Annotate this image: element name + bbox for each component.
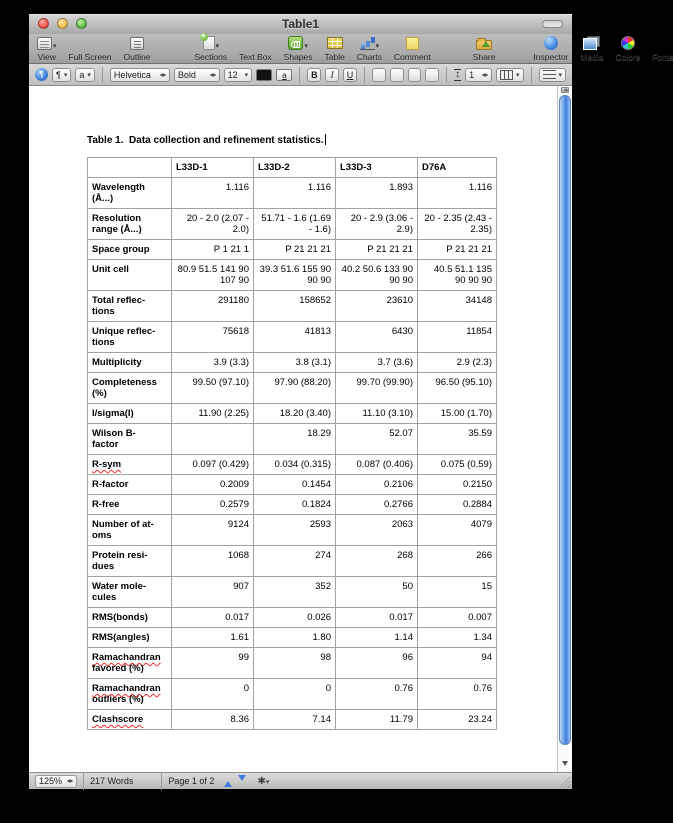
value-cell[interactable]: 0.76 bbox=[418, 679, 497, 710]
value-cell[interactable]: 99 bbox=[172, 648, 254, 679]
minimize-icon[interactable] bbox=[57, 18, 68, 29]
resize-grip[interactable] bbox=[559, 776, 571, 788]
row-label-line: Space group bbox=[92, 244, 150, 255]
table-row bbox=[88, 608, 497, 628]
value-cell[interactable]: 99.70 (99.90) bbox=[336, 373, 418, 404]
toolbar-item-label: Comment bbox=[393, 52, 431, 62]
document-page[interactable] bbox=[29, 86, 557, 772]
value-cell[interactable]: 23610 bbox=[336, 291, 418, 322]
value-cell[interactable]: 39.3 51.6 155 90 90 90 bbox=[254, 260, 336, 291]
paragraph-style-dropdown[interactable] bbox=[52, 68, 71, 82]
divider bbox=[299, 67, 300, 83]
value-cell[interactable]: 3.8 (3.1) bbox=[254, 353, 336, 373]
row-label-line: Multiplicity bbox=[92, 357, 142, 368]
row-label-line: Ramachandran bbox=[92, 683, 161, 694]
toolbar-item-shapes[interactable] bbox=[284, 35, 313, 62]
value-cell[interactable]: 1.61 bbox=[172, 628, 254, 648]
table-icon bbox=[327, 37, 343, 49]
table-caption-text: Table 1. Data collection and refinement statistics. bbox=[87, 135, 324, 146]
table-row bbox=[88, 291, 497, 322]
row-label-line: Clashscore bbox=[92, 714, 144, 725]
toolbar-item-table[interactable] bbox=[325, 35, 345, 62]
toolbar-item-outline[interactable] bbox=[124, 35, 151, 62]
value-cell[interactable]: 0.1824 bbox=[254, 495, 336, 515]
outline-icon bbox=[130, 37, 144, 50]
value-cell[interactable]: 2593 bbox=[254, 515, 336, 546]
row-label-line: Ramachandran bbox=[92, 652, 161, 663]
value-cell[interactable]: 96.50 (95.10) bbox=[418, 373, 497, 404]
column-header[interactable]: L33D-2 bbox=[254, 158, 336, 178]
toolbar-item-view[interactable] bbox=[37, 35, 57, 62]
row-label-line: (%) bbox=[92, 388, 107, 399]
row-label-cell[interactable] bbox=[88, 404, 172, 424]
align-left-button[interactable] bbox=[372, 68, 386, 82]
zoom-level-stepper[interactable] bbox=[35, 775, 77, 788]
value-cell[interactable]: 0.76 bbox=[336, 679, 418, 710]
toolbar-item-label: Inspector bbox=[533, 52, 569, 62]
value-cell[interactable]: 0.017 bbox=[336, 608, 418, 628]
toolbar-item-label: Share bbox=[472, 52, 496, 62]
row-label-cell[interactable] bbox=[88, 424, 172, 455]
value-cell[interactable]: 7.14 bbox=[254, 710, 336, 730]
row-label-cell[interactable] bbox=[88, 178, 172, 209]
typeface-value: Bold bbox=[177, 69, 196, 80]
row-label-line: Water mole- bbox=[92, 581, 147, 592]
bold-button[interactable]: B bbox=[307, 68, 321, 82]
table-row bbox=[88, 546, 497, 577]
toolbar-item-inspector[interactable] bbox=[533, 35, 568, 62]
value-cell[interactable]: 96 bbox=[336, 648, 418, 679]
value-cell[interactable]: 0 bbox=[254, 679, 336, 710]
zoom-level-value: 125% bbox=[39, 776, 63, 786]
row-label-line: cules bbox=[92, 592, 117, 603]
gear-icon[interactable]: ✱▾ bbox=[257, 775, 270, 787]
value-cell[interactable]: 99.50 (97.10) bbox=[172, 373, 254, 404]
row-label-line: tions bbox=[92, 337, 115, 348]
stepper-icon bbox=[481, 70, 488, 80]
toolbar-item-label: Text Box bbox=[239, 52, 272, 62]
chevron-down-icon: ▾ bbox=[244, 71, 249, 79]
table-row bbox=[88, 515, 497, 546]
value-cell[interactable]: 3.9 (3.3) bbox=[172, 353, 254, 373]
value-cell[interactable]: 266 bbox=[418, 546, 497, 577]
toolbar-item-media[interactable] bbox=[580, 35, 603, 62]
character-style-dropdown[interactable] bbox=[75, 68, 95, 82]
row-label-cell[interactable] bbox=[88, 353, 172, 373]
value-cell[interactable]: 11.79 bbox=[336, 710, 418, 730]
toolbar-item-label: Fonts bbox=[652, 52, 673, 62]
value-cell[interactable]: 51.71 - 1.6 (1.69 - 1.6) bbox=[254, 209, 336, 240]
window-title: Table1 bbox=[281, 17, 320, 31]
row-label-cell[interactable] bbox=[88, 260, 172, 291]
divider bbox=[531, 67, 532, 83]
toolbar-item-full-screen[interactable] bbox=[69, 35, 112, 62]
underline-button[interactable]: U bbox=[343, 68, 357, 82]
chevron-down-icon: ▾ bbox=[304, 43, 308, 50]
value-cell[interactable]: 0.087 (0.406) bbox=[336, 455, 418, 475]
toolbar-item-label: Colors bbox=[615, 52, 641, 62]
row-label-cell[interactable] bbox=[88, 322, 172, 353]
row-label-line: dues bbox=[92, 561, 115, 572]
value-cell[interactable]: 1.893 bbox=[336, 178, 418, 209]
toolbar-item-label: Sections bbox=[194, 52, 228, 62]
row-label-line: Completeness bbox=[92, 377, 157, 388]
table-header-row bbox=[88, 158, 497, 178]
row-label-cell[interactable] bbox=[88, 495, 172, 515]
value-cell[interactable]: 2063 bbox=[336, 515, 418, 546]
view-icon bbox=[37, 37, 52, 50]
status-bar bbox=[29, 772, 572, 789]
table-row bbox=[88, 260, 497, 291]
value-cell[interactable]: 11.90 (2.25) bbox=[172, 404, 254, 424]
value-cell[interactable]: 40.2 50.6 133 90 90 90 bbox=[336, 260, 418, 291]
row-label-line: range (Å...) bbox=[92, 224, 142, 235]
table-row bbox=[88, 648, 497, 679]
row-label-line: (Å...) bbox=[92, 193, 114, 204]
toolbar-item-label: Outline bbox=[123, 52, 151, 62]
font-family-value: Helvetica bbox=[113, 69, 151, 80]
table-row bbox=[88, 495, 497, 515]
scrollbar-thumb[interactable] bbox=[559, 95, 571, 745]
row-label-cell[interactable] bbox=[88, 546, 172, 577]
toolbar-item-label: View bbox=[37, 52, 56, 62]
toolbar-item-label: Media bbox=[580, 52, 604, 62]
row-label-cell[interactable] bbox=[88, 240, 172, 260]
value-cell[interactable]: 20 - 2.9 (3.06 - 2.9) bbox=[336, 209, 418, 240]
word-count: 217 Words bbox=[90, 776, 134, 786]
value-cell[interactable]: P 21 21 21 bbox=[254, 240, 336, 260]
chevron-down-icon: ▾ bbox=[53, 43, 57, 50]
value-cell[interactable]: 3.7 (3.6) bbox=[336, 353, 418, 373]
row-label-line: RMS(bonds) bbox=[92, 612, 148, 623]
table-row bbox=[88, 577, 497, 608]
close-icon[interactable] bbox=[38, 18, 49, 29]
value-cell[interactable]: 0.075 (0.59) bbox=[418, 455, 497, 475]
media-icon bbox=[583, 36, 600, 50]
value-cell[interactable]: 0.034 (0.315) bbox=[254, 455, 336, 475]
table-row bbox=[88, 404, 497, 424]
stats-table bbox=[87, 157, 497, 730]
paragraph-style-icon[interactable]: ¶ bbox=[35, 68, 48, 81]
toolbar-item-label: Shapes bbox=[283, 52, 313, 62]
value-cell[interactable]: 18.20 (3.40) bbox=[254, 404, 336, 424]
list-icon bbox=[543, 70, 556, 80]
value-cell[interactable]: 6430 bbox=[336, 322, 418, 353]
sections-icon bbox=[203, 36, 215, 50]
table-row bbox=[88, 455, 497, 475]
row-label-cell[interactable] bbox=[88, 608, 172, 628]
value-cell[interactable]: 0 bbox=[172, 679, 254, 710]
italic-button[interactable]: I bbox=[325, 68, 339, 82]
chevron-down-icon: ▾ bbox=[215, 43, 220, 50]
row-label-line: Wilson B- bbox=[92, 428, 136, 439]
row-label-cell[interactable] bbox=[88, 373, 172, 404]
value-cell[interactable]: 9124 bbox=[172, 515, 254, 546]
value-cell[interactable] bbox=[172, 424, 254, 455]
row-label-line: Number of at- bbox=[92, 519, 154, 530]
row-label-line: R-sym bbox=[92, 459, 122, 470]
chevron-down-icon: ▾ bbox=[265, 778, 270, 786]
row-label-line: Unique reflec- bbox=[92, 326, 156, 337]
row-label-line: Wavelength bbox=[92, 182, 145, 193]
value-cell[interactable]: 1.14 bbox=[336, 628, 418, 648]
toolbar bbox=[29, 34, 673, 64]
value-cell[interactable]: 98 bbox=[254, 648, 336, 679]
divider bbox=[102, 67, 103, 83]
row-label-cell[interactable] bbox=[88, 209, 172, 240]
table-row bbox=[88, 209, 497, 240]
shapes-icon bbox=[288, 36, 303, 50]
format-bar bbox=[29, 64, 572, 86]
value-cell[interactable]: 0.2884 bbox=[418, 495, 497, 515]
chevron-down-icon: ▾ bbox=[63, 71, 68, 79]
columns-icon bbox=[500, 70, 513, 80]
value-cell[interactable]: 352 bbox=[254, 577, 336, 608]
row-label-cell[interactable] bbox=[88, 475, 172, 495]
value-cell[interactable]: 1.116 bbox=[172, 178, 254, 209]
align-justify-button[interactable] bbox=[425, 68, 439, 82]
value-cell[interactable]: 15 bbox=[418, 577, 497, 608]
line-spacing-value: 1 bbox=[469, 69, 475, 80]
column-header[interactable]: D76A bbox=[418, 158, 497, 178]
toolbar-item-label: Table bbox=[324, 52, 345, 62]
value-cell[interactable]: 75618 bbox=[172, 322, 254, 353]
row-label-cell[interactable] bbox=[88, 577, 172, 608]
vertical-scrollbar[interactable] bbox=[557, 86, 572, 772]
highlight-color-well[interactable]: a bbox=[276, 69, 292, 81]
value-cell[interactable]: 94 bbox=[418, 648, 497, 679]
table-row bbox=[88, 353, 497, 373]
value-cell[interactable]: 0.2150 bbox=[418, 475, 497, 495]
chevron-down-icon: ▾ bbox=[375, 43, 380, 50]
value-cell[interactable]: 97.90 (88.20) bbox=[254, 373, 336, 404]
line-spacing-icon: ↕ bbox=[455, 68, 461, 80]
value-cell[interactable]: 20 - 2.0 (2.07 - 2.0) bbox=[172, 209, 254, 240]
divider bbox=[446, 67, 447, 83]
table-caption[interactable] bbox=[87, 134, 326, 146]
align-center-button[interactable] bbox=[390, 68, 404, 82]
row-label-line: factor bbox=[92, 439, 119, 450]
table-row bbox=[88, 178, 497, 209]
font-family-select[interactable] bbox=[110, 68, 170, 82]
toolbar-item-label: Charts bbox=[356, 52, 382, 62]
traffic-lights bbox=[38, 18, 87, 29]
text-cursor bbox=[325, 134, 326, 145]
value-cell[interactable]: 23.24 bbox=[418, 710, 497, 730]
row-label-cell[interactable] bbox=[88, 628, 172, 648]
previous-page-button[interactable] bbox=[224, 777, 232, 787]
value-cell[interactable]: P 21 21 21 bbox=[418, 240, 497, 260]
toolbar-toggle-button[interactable] bbox=[542, 20, 563, 28]
divider bbox=[364, 67, 365, 83]
toolbar-item-charts[interactable] bbox=[357, 35, 382, 62]
value-cell[interactable]: 50 bbox=[336, 577, 418, 608]
row-label-line: RMS(angles) bbox=[92, 632, 150, 643]
value-cell[interactable]: 1068 bbox=[172, 546, 254, 577]
value-cell[interactable]: 0.2106 bbox=[336, 475, 418, 495]
value-cell[interactable]: 268 bbox=[336, 546, 418, 577]
next-page-button[interactable] bbox=[238, 775, 246, 785]
title-bar[interactable] bbox=[29, 14, 572, 34]
value-cell[interactable]: 2.9 (2.3) bbox=[418, 353, 497, 373]
row-label-line: R-factor bbox=[92, 479, 129, 490]
row-label-line: Resolution bbox=[92, 213, 142, 224]
comment-icon bbox=[406, 37, 419, 50]
app-window bbox=[29, 14, 673, 789]
value-cell[interactable]: 291180 bbox=[172, 291, 254, 322]
value-cell[interactable]: 34148 bbox=[418, 291, 497, 322]
columns-dropdown[interactable] bbox=[496, 68, 524, 82]
toolbar-item-text-box[interactable] bbox=[239, 35, 272, 62]
row-label-line: R-free bbox=[92, 499, 120, 510]
row-label-cell[interactable] bbox=[88, 679, 172, 710]
value-cell[interactable]: 1.116 bbox=[418, 178, 497, 209]
column-header[interactable] bbox=[88, 158, 172, 178]
value-cell[interactable]: 18.29 bbox=[254, 424, 336, 455]
value-cell[interactable]: 35.59 bbox=[418, 424, 497, 455]
value-cell[interactable]: 11.10 (3.10) bbox=[336, 404, 418, 424]
toolbar-item-comment[interactable] bbox=[394, 35, 431, 62]
row-label-cell[interactable] bbox=[88, 515, 172, 546]
value-cell[interactable]: 40.5 51.1 135 90 90 90 bbox=[418, 260, 497, 291]
scroll-down-arrow-icon[interactable] bbox=[562, 761, 568, 769]
value-cell[interactable]: 8.36 bbox=[172, 710, 254, 730]
charts-icon bbox=[360, 37, 375, 50]
value-cell[interactable]: 0.007 bbox=[418, 608, 497, 628]
row-label-line: outliers (%) bbox=[92, 694, 144, 705]
zoom-window-icon[interactable] bbox=[76, 18, 87, 29]
font-size-select[interactable] bbox=[224, 68, 252, 82]
row-label-line: tions bbox=[92, 306, 115, 317]
text-color-well[interactable] bbox=[256, 69, 272, 81]
value-cell[interactable]: P 1 21 1 bbox=[172, 240, 254, 260]
table-row bbox=[88, 710, 497, 730]
value-cell[interactable]: 158652 bbox=[254, 291, 336, 322]
value-cell[interactable]: 41813 bbox=[254, 322, 336, 353]
chevron-down-icon: ▾ bbox=[87, 71, 91, 79]
row-label-cell[interactable] bbox=[88, 291, 172, 322]
row-label-cell[interactable] bbox=[88, 455, 172, 475]
stepper-icon bbox=[66, 776, 73, 786]
divider bbox=[161, 773, 162, 790]
toolbar-item-sections[interactable] bbox=[194, 35, 227, 62]
value-cell[interactable]: 1.80 bbox=[254, 628, 336, 648]
stepper-icon bbox=[209, 70, 216, 80]
value-cell[interactable]: 52.07 bbox=[336, 424, 418, 455]
value-cell[interactable]: 907 bbox=[172, 577, 254, 608]
value-cell[interactable]: 1.34 bbox=[418, 628, 497, 648]
value-cell[interactable]: 4079 bbox=[418, 515, 497, 546]
stepper-icon bbox=[159, 70, 166, 80]
row-label-line: favored (%) bbox=[92, 663, 144, 674]
table-row bbox=[88, 322, 497, 353]
colors-icon bbox=[621, 36, 635, 50]
list-style-dropdown[interactable] bbox=[539, 68, 567, 82]
chevron-down-icon: ▾ bbox=[558, 71, 563, 79]
chevron-down-icon: ▾ bbox=[516, 71, 520, 79]
value-cell[interactable]: P 21 21 21 bbox=[336, 240, 418, 260]
row-label-line: Protein resi- bbox=[92, 550, 148, 561]
row-label-cell[interactable] bbox=[88, 710, 172, 730]
table-row bbox=[88, 475, 497, 495]
value-cell[interactable]: 15.00 (1.70) bbox=[418, 404, 497, 424]
toolbar-item-label: Full Screen bbox=[68, 52, 112, 62]
page-indicator: Page 1 of 2 bbox=[168, 776, 215, 786]
row-label-cell[interactable] bbox=[88, 648, 172, 679]
value-cell[interactable]: 0.026 bbox=[254, 608, 336, 628]
scroll-top-marker-icon[interactable] bbox=[561, 87, 569, 93]
typeface-select[interactable] bbox=[174, 68, 220, 82]
value-cell[interactable]: 20 - 2.35 (2.43 - 2.35) bbox=[418, 209, 497, 240]
value-cell[interactable]: 0.097 (0.429) bbox=[172, 455, 254, 475]
column-header[interactable]: L33D-3 bbox=[336, 158, 418, 178]
row-label-line: I/sigma(I) bbox=[92, 408, 134, 419]
character-style-value: a bbox=[79, 69, 85, 80]
align-right-button[interactable] bbox=[408, 68, 422, 82]
value-cell[interactable]: 11854 bbox=[418, 322, 497, 353]
value-cell[interactable]: 0.017 bbox=[172, 608, 254, 628]
table-row bbox=[88, 373, 497, 404]
value-cell[interactable]: 0.1454 bbox=[254, 475, 336, 495]
value-cell[interactable]: 0.2579 bbox=[172, 495, 254, 515]
table-row bbox=[88, 240, 497, 260]
table-row bbox=[88, 628, 497, 648]
value-cell[interactable]: 0.2766 bbox=[336, 495, 418, 515]
font-size-value: 12 bbox=[227, 69, 238, 80]
value-cell[interactable]: 0.2009 bbox=[172, 475, 254, 495]
inspector-icon bbox=[544, 36, 558, 50]
row-label-line: Total reflec- bbox=[92, 295, 146, 306]
toolbar-item-fonts[interactable] bbox=[652, 35, 673, 62]
table-row bbox=[88, 679, 497, 710]
table-row bbox=[88, 424, 497, 455]
row-label-line: Unit cell bbox=[92, 264, 129, 275]
share-icon bbox=[476, 40, 492, 50]
line-spacing-stepper[interactable] bbox=[465, 68, 492, 82]
column-header[interactable]: L33D-1 bbox=[172, 158, 254, 178]
toolbar-item-colors[interactable] bbox=[616, 35, 641, 62]
divider bbox=[83, 773, 84, 790]
toolbar-item-share[interactable] bbox=[473, 35, 496, 62]
value-cell[interactable]: 80.9 51.5 141 90 107 90 bbox=[172, 260, 254, 291]
value-cell[interactable]: 1.116 bbox=[254, 178, 336, 209]
paragraph-style-value: ¶ bbox=[56, 69, 61, 80]
value-cell[interactable]: 274 bbox=[254, 546, 336, 577]
row-label-line: oms bbox=[92, 530, 112, 541]
